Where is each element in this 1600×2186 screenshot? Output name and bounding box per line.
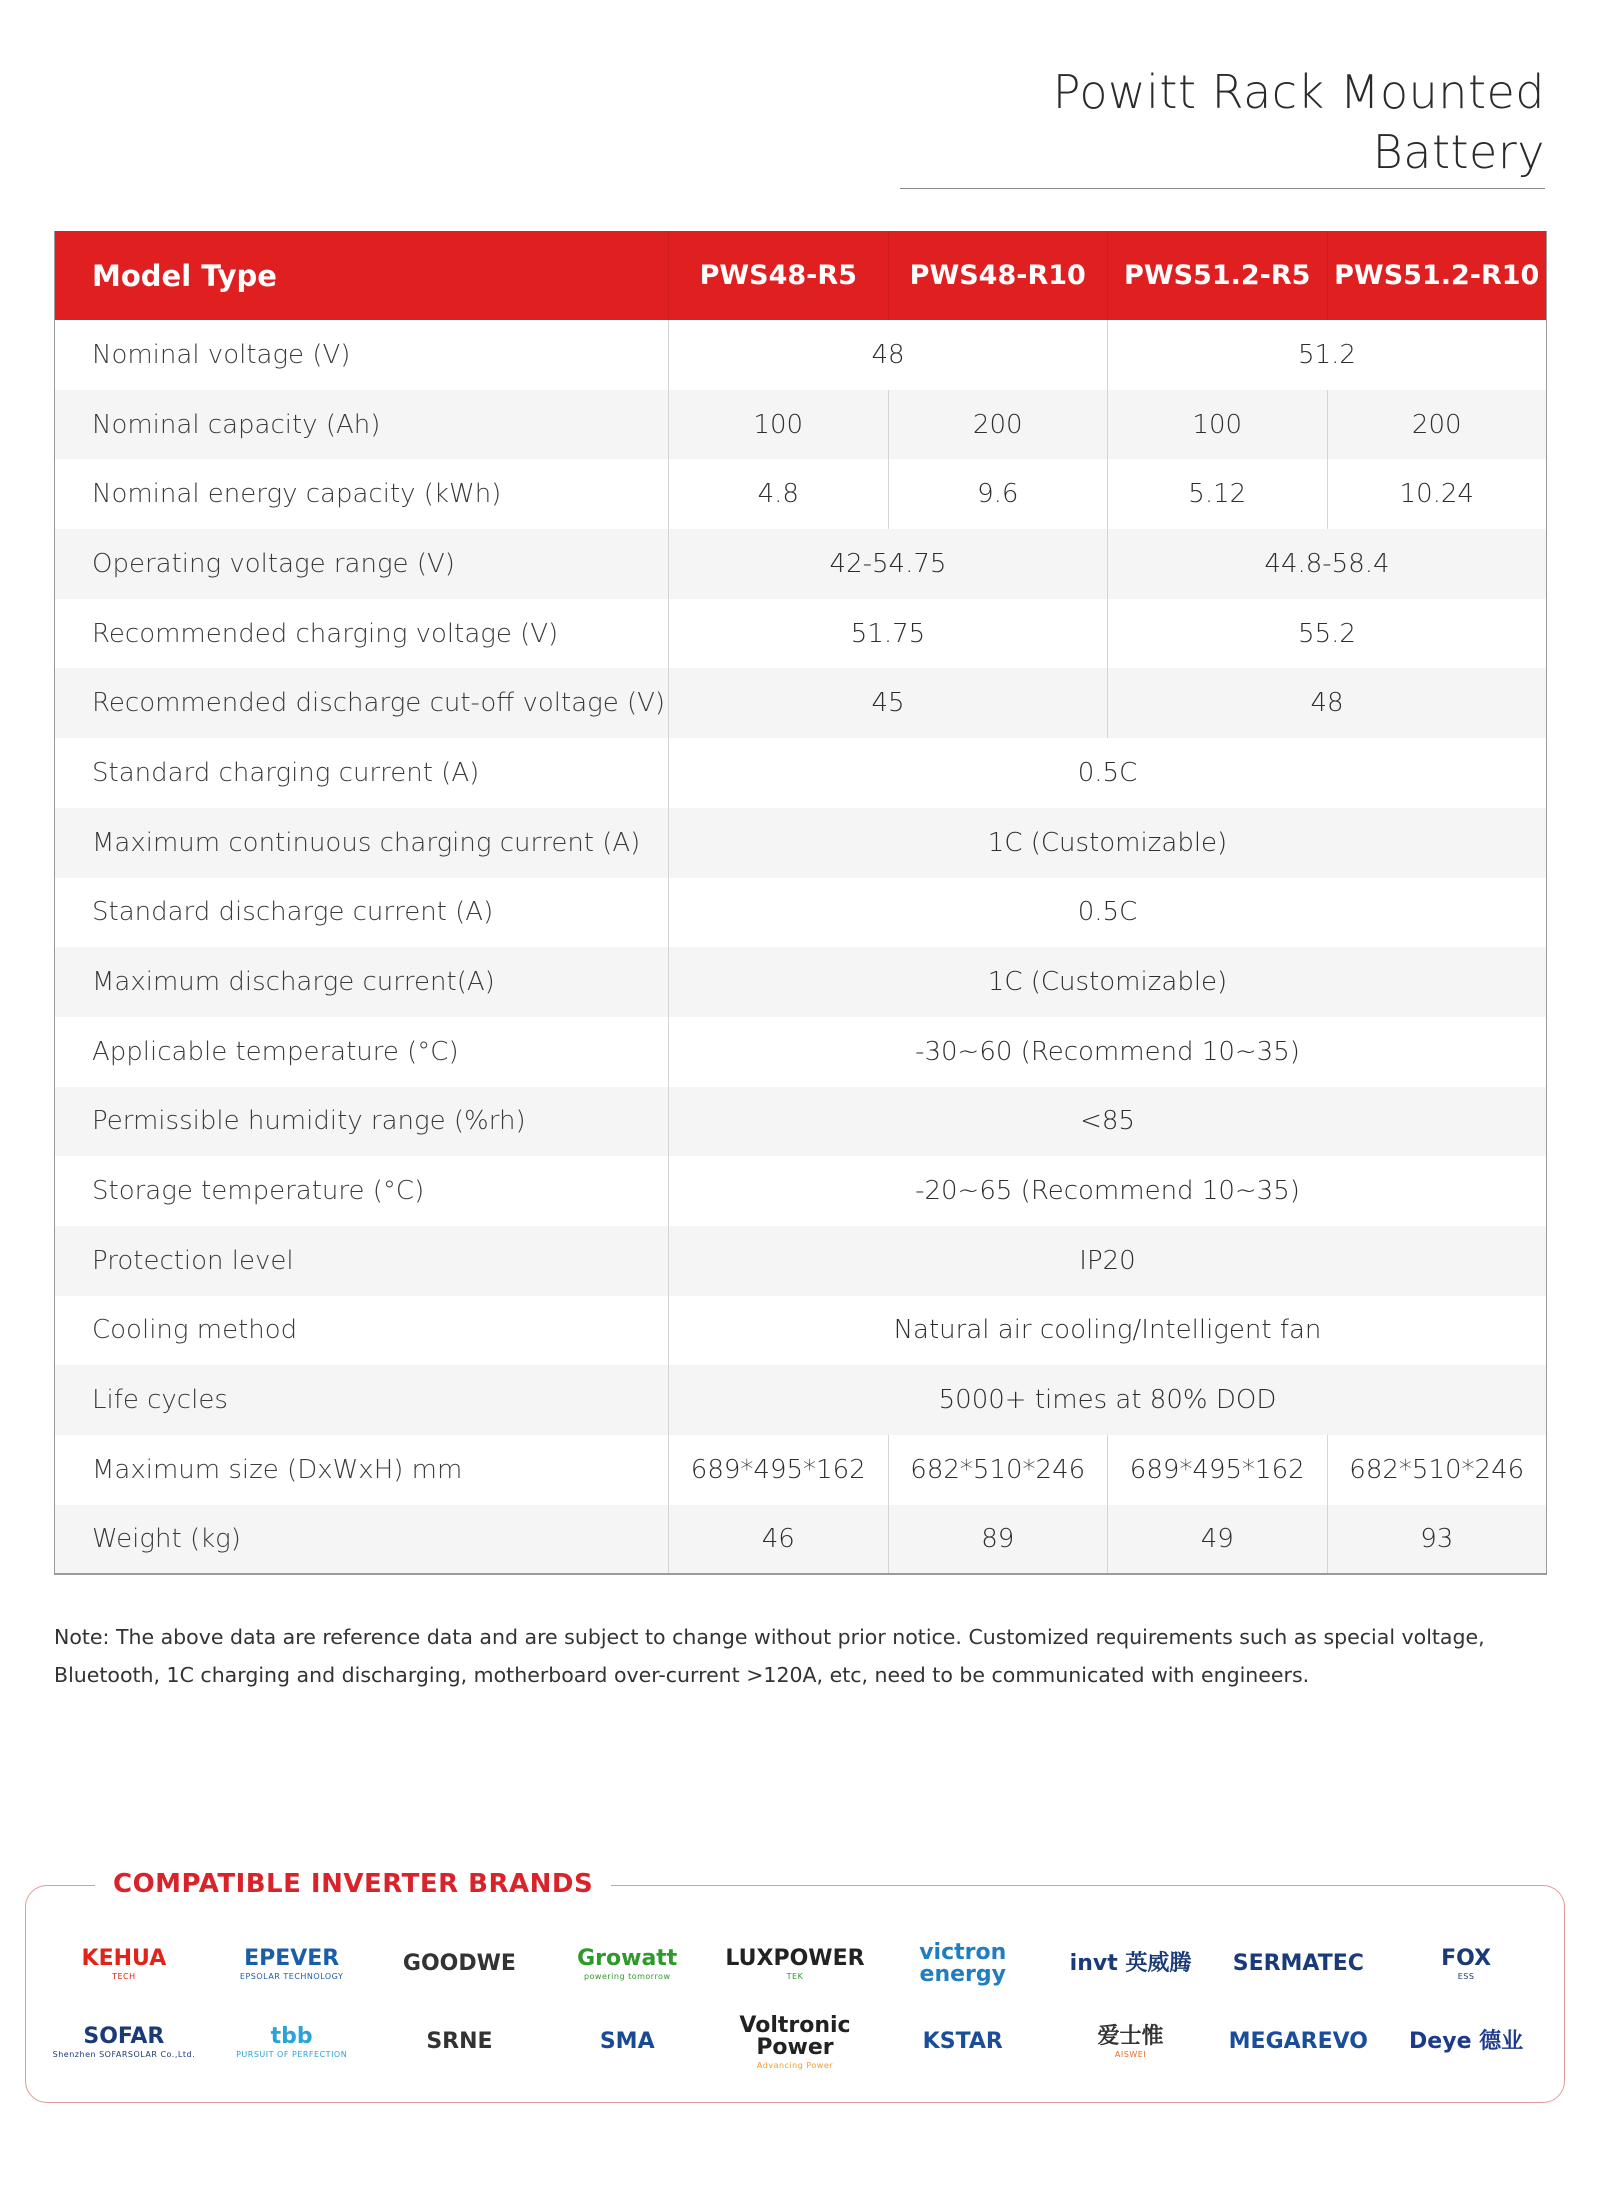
row-value: 689*495*162	[1108, 1435, 1328, 1505]
row-label: Maximum size (DxWxH) mm	[92, 1454, 463, 1485]
row-label: Nominal energy capacity (kWh)	[92, 479, 502, 510]
page-title-container	[900, 62, 1545, 189]
brand-name: Growatt	[577, 1945, 678, 1971]
row-value: 1C (Customizable)	[669, 947, 1547, 1017]
table-row	[55, 1435, 1547, 1505]
row-value: 10.24	[1327, 459, 1547, 529]
brand-tagline: ESS	[1457, 1971, 1475, 1981]
table-row	[55, 1156, 1547, 1226]
brand-name: Voltronic Power	[739, 2012, 851, 2060]
spec-table	[54, 231, 1547, 1575]
brands-title: COMPATIBLE INVERTER BRANDS	[95, 1866, 611, 1902]
brand-tagline: Advancing Power	[756, 2060, 834, 2070]
brand-name: SRNE	[426, 2029, 493, 2054]
row-label: Protection level	[55, 1226, 669, 1296]
brand-logo	[376, 2013, 544, 2071]
brand-logo	[879, 1935, 1047, 1993]
row-label: Life cycles	[55, 1365, 669, 1435]
row-value: IP20	[669, 1226, 1547, 1296]
row-label: Standard charging current (A)	[92, 757, 480, 788]
row-label: Standard discharge current (A)	[92, 897, 494, 928]
brand-name: invt 英威腾	[1069, 1951, 1192, 1976]
brand-tagline: PURSUIT OF PERFECTION	[236, 2049, 348, 2059]
brand-name: KEHUA	[81, 1945, 167, 1971]
table-row	[55, 1296, 1547, 1366]
table-row	[55, 668, 1547, 738]
brand-logo	[711, 2013, 879, 2071]
row-value: 49	[1108, 1505, 1328, 1575]
table-row	[55, 390, 1547, 460]
row-label: Applicable temperature (°C)	[92, 1036, 459, 1067]
brand-tagline: TECH	[112, 1971, 136, 1981]
brand-tagline: TEK	[786, 1971, 804, 1981]
brand-name: 爱士惟	[1097, 2023, 1164, 2049]
row-label: Weight (kg)	[55, 1505, 669, 1575]
brand-logo	[376, 1935, 544, 1993]
row-value: -30~60 (Recommend 10~35)	[669, 1017, 1547, 1087]
table-row	[55, 1226, 1547, 1296]
brand-name: SMA	[599, 2029, 655, 2054]
table-row	[55, 878, 1547, 948]
brand-name: EPEVER	[244, 1945, 340, 1971]
brand-logo-grid	[40, 1935, 1550, 2071]
row-value: 48	[669, 320, 1108, 390]
row-value: 100	[1108, 390, 1328, 460]
brand-name: MEGAREVO	[1228, 2029, 1368, 2054]
brand-logo	[711, 1935, 879, 1993]
brand-logo	[208, 2013, 376, 2071]
table-row	[55, 320, 1547, 390]
brand-logo	[40, 1935, 208, 1993]
brand-logo	[1214, 1935, 1382, 1993]
table-row	[55, 459, 1547, 529]
brand-logo	[1047, 2013, 1215, 2071]
row-value: 5.12	[1108, 459, 1328, 529]
footnote	[54, 1618, 1554, 1694]
row-value: 9.6	[888, 459, 1108, 529]
table-row	[55, 1505, 1547, 1575]
footnote-line: Note: The above data are reference data and are subject to change without prior notice. Customized requirements such as special voltage,	[54, 1625, 1485, 1649]
row-value: 48	[1108, 668, 1547, 738]
brand-logo	[543, 2013, 711, 2071]
table-row	[55, 947, 1547, 1017]
brand-logo	[1382, 2013, 1550, 2071]
row-label: Recommended charging voltage (V)	[92, 618, 559, 649]
row-value: 51.75	[669, 599, 1108, 669]
row-value: 45	[669, 668, 1108, 738]
row-label: Nominal voltage (V)	[92, 339, 351, 370]
row-value: 689*495*162	[669, 1435, 889, 1505]
row-label: Permissible humidity range (%rh)	[55, 1087, 669, 1157]
brand-logo	[1214, 2013, 1382, 2071]
brand-logo	[1047, 1935, 1215, 1993]
row-value: 100	[669, 390, 889, 460]
table-row	[55, 1365, 1547, 1435]
row-label: Maximum discharge current(A)	[55, 947, 669, 1017]
row-value: 1C (Customizable)	[669, 808, 1547, 878]
row-value: 200	[1327, 390, 1547, 460]
row-value: 5000+ times at 80% DOD	[669, 1365, 1547, 1435]
brand-name: Deye 德业	[1409, 2029, 1524, 2054]
brand-logo	[208, 1935, 376, 1993]
table-row	[55, 1017, 1547, 1087]
brand-tagline: powering tomorrow	[583, 1971, 671, 1981]
row-value: 89	[888, 1505, 1108, 1575]
brand-name: LUXPOWER	[725, 1945, 865, 1971]
row-value: 51.2	[1108, 320, 1547, 390]
brand-name: GOODWE	[402, 1951, 516, 1976]
row-value: 55.2	[1108, 599, 1547, 669]
header-model: PWS51.2-R10	[1327, 231, 1547, 320]
page-title: Powitt Rack Mounted Battery	[1052, 65, 1545, 179]
footnote-line: Bluetooth, 1C charging and discharging, motherboard over-current >120A, etc, need to be communicated with engineers.	[54, 1663, 1310, 1687]
row-value: 44.8-58.4	[1108, 529, 1547, 599]
header-model-type: Model Type	[55, 231, 669, 320]
table-row	[55, 529, 1547, 599]
brand-tagline: EPSOLAR TECHNOLOGY	[239, 1971, 344, 1981]
table-row	[55, 808, 1547, 878]
row-value: 46	[669, 1505, 889, 1575]
brand-tagline: Shenzhen SOFARSOLAR Co.,Ltd.	[52, 2049, 196, 2059]
row-value: 0.5C	[669, 738, 1547, 808]
row-value: Natural air cooling/Intelligent fan	[669, 1296, 1547, 1366]
brand-tagline: AISWEI	[1114, 2049, 1147, 2059]
brand-logo	[40, 2013, 208, 2071]
brand-logo	[879, 2013, 1047, 2071]
row-label: Nominal capacity (Ah)	[55, 390, 669, 460]
header-model: PWS51.2-R5	[1108, 231, 1328, 320]
row-label: Maximum continuous charging current (A)	[55, 808, 669, 878]
table-header-row	[55, 231, 1547, 320]
brand-name: KSTAR	[922, 2029, 1003, 2054]
brand-logo	[1382, 1935, 1550, 1993]
row-label: Cooling method	[92, 1315, 298, 1346]
row-value: 682*510*246	[888, 1435, 1108, 1505]
table-row	[55, 599, 1547, 669]
row-value: 0.5C	[669, 878, 1547, 948]
row-value: 682*510*246	[1327, 1435, 1547, 1505]
table-row	[55, 1087, 1547, 1157]
row-value: 93	[1327, 1505, 1547, 1575]
row-value: -20~65 (Recommend 10~35)	[669, 1156, 1547, 1226]
table-row	[55, 738, 1547, 808]
row-value: 4.8	[669, 459, 889, 529]
brand-name: FOX	[1441, 1945, 1492, 1971]
brand-name: victron energy	[919, 1940, 1007, 1987]
brand-name: SERMATEC	[1232, 1951, 1364, 1976]
header-model: PWS48-R5	[669, 231, 889, 320]
brand-logo	[543, 1935, 711, 1993]
row-value: <85	[669, 1087, 1547, 1157]
row-label: Operating voltage range (V)	[55, 529, 669, 599]
row-value: 42-54.75	[669, 529, 1108, 599]
row-label: Recommended discharge cut-off voltage (V)	[55, 668, 669, 738]
header-model: PWS48-R10	[888, 231, 1108, 320]
brand-name: tbb	[270, 2023, 313, 2049]
brand-name: SOFAR	[83, 2023, 165, 2049]
row-label: Storage temperature (°C)	[92, 1176, 425, 1207]
row-value: 200	[888, 390, 1108, 460]
